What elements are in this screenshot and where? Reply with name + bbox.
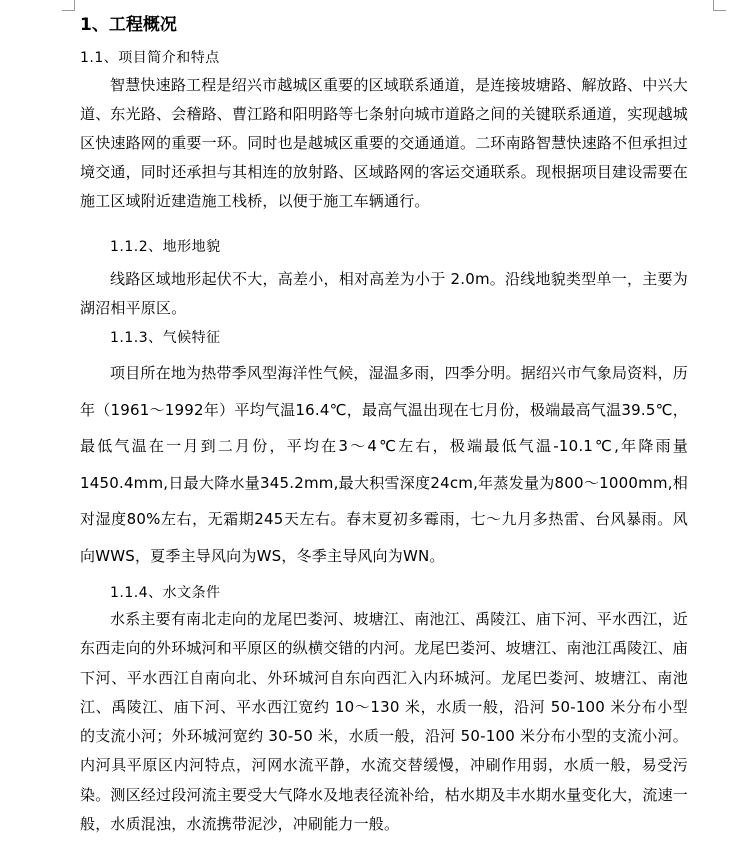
- paragraph-climate: 项目所在地为热带季风型海洋性气候，湿温多雨，四季分明。据绍兴市气象局资料，历年（1961～1992年）平均气温16.4℃，最高气温出现在七月份，极端最高气温39.5℃，最低气温在一月到二月份，平均在3～4℃左右，极端最低气温-10.1℃,年降雨量1450.4mm,日最大降水量345.2mm,最大积雪深度24cm,年蒸发量为800～1000mm,相对湿度80%左右，无霜期245天左右。春末夏初多霉雨，七～九月多热雷、台风暴雨。风向WWS，夏季主导风向为WS，冬季主导风向为WN。: [80, 364, 688, 565]
- page-corner-mark-left: [62, 0, 75, 11]
- subsection-heading-terrain: 1.1.2、地形地貌: [110, 239, 221, 255]
- subsection-heading-overview: 1.1、项目简介和特点: [80, 50, 220, 66]
- paragraph-terrain: 线路区域地形起伏不大，高差小，相对高差为小于 2.0m。沿线地貌类型单一，主要为湖沼相平原区。: [80, 270, 688, 317]
- subsection-heading-hydrology: 1.1.4、水文条件: [110, 585, 221, 601]
- section-heading: 1、工程概况: [80, 15, 177, 35]
- subsection-heading-climate: 1.1.3、气候特征: [110, 330, 221, 346]
- paragraph-overview: 智慧快速路工程是绍兴市越城区重要的区域联系通道，是连接坡塘路、解放路、中兴大道、东光路、会稽路、曹江路和阳明路等七条射向城市道路之间的关键联系通道，实现越城区快速路网的重要一环。同时也是越城区重要的交通通道。二环南路智慧快速路不但承担过境交通，同时还承担与其相连的放射路、区域路网的客运交通联系。现根据项目建设需要在施工区域附近建造施工栈桥，以便于施工车辆通行。: [80, 76, 689, 210]
- page-corner-mark-right: [713, 0, 726, 11]
- paragraph-hydrology: 水系主要有南北走向的龙尾巴娄河、坡塘江、南池江、禹陵江、庙下河、平水西江，近东西走向的外环城河和平原区的纵横交错的内河。龙尾巴娄河、坡塘江、南池江禹陵江、庙下河、平水西江自南向北、外环城河自东向西汇入内环城河。龙尾巴娄河、坡塘江、南池江、禹陵江、庙下河、平水西江宽约 10～130 米，水质一般，沿河 50-100 米分布小型的支流小河；外环城河宽约 30-50 米，水质一般，沿河 50-100 米分布小型的支流小河。内河具平原区内河特点，河网水流平静，水流交替缓慢，冲刷作用弱，水质一般，易受污染。测区经过段河流主要受大气降水及地表径流补给，枯水期及丰水期水量变化大，流速一般，水质混浊，水流携带泥沙，冲刷能力一般。: [80, 610, 689, 834]
